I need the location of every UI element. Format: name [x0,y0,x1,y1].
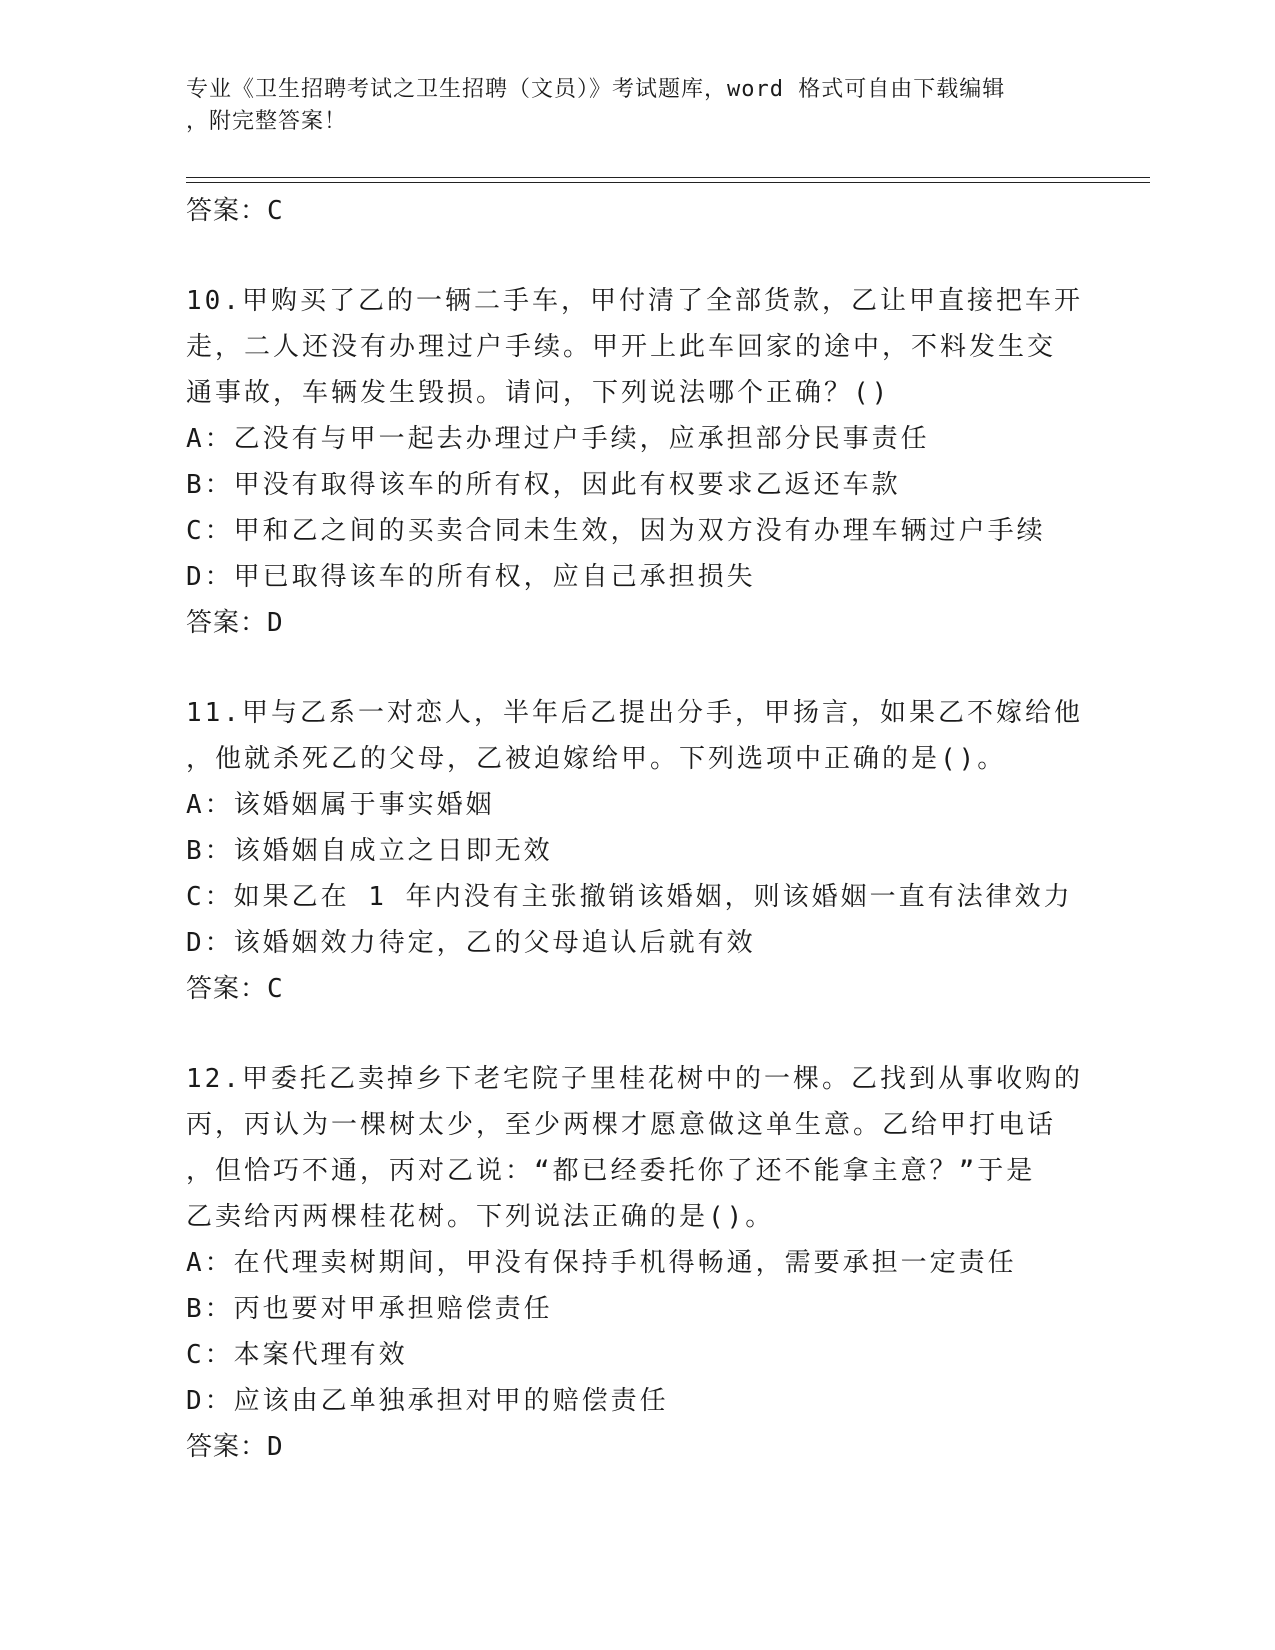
spacer [186,1012,1106,1056]
option-c: C：如果乙在 1 年内没有主张撤销该婚姻，则该婚姻一直有法律效力 [186,882,1073,912]
question-stem-line: 走，二人还没有办理过户手续。甲开上此车回家的途中，不料发生交 [186,332,1057,362]
header-divider-bottom [186,182,1150,183]
option-a: A：该婚姻属于事实婚姻 [186,790,495,820]
question-stem-line: 12.甲委托乙卖掉乡下老宅院子里桂花树中的一棵。乙找到从事收购的 [186,1064,1083,1094]
option-b: B：丙也要对甲承担赔偿责任 [186,1294,553,1324]
question-stem-line: 11.甲与乙系一对恋人，半年后乙提出分手，甲扬言，如果乙不嫁给他 [186,698,1083,728]
question-stem-line: 10.甲购买了乙的一辆二手车，甲付清了全部货款，乙让甲直接把车开 [186,286,1083,316]
header-line: ，附完整答案！ [186,109,348,134]
header-line: 专业《卫生招聘考试之卫生招聘（文员）》考试题库，word 格式可自由下载编辑 [186,77,1006,102]
option-d: D：甲已取得该车的所有权，应自己承担损失 [186,562,756,592]
question-stem-line: ，但恰巧不通，丙对乙说：“都已经委托你了还不能拿主意？”于是 [186,1156,1036,1186]
question-10 [186,278,1106,646]
spacer [186,646,1106,690]
question-stem-line: 乙卖给丙两棵桂花树。下列说法正确的是()。 [186,1202,775,1232]
question-12 [186,1056,1106,1470]
option-d: D：应该由乙单独承担对甲的赔偿责任 [186,1386,669,1416]
previous-answer: 答案：C [186,196,284,226]
option-d: D：该婚姻效力待定，乙的父母追认后就有效 [186,928,756,958]
option-c: C：甲和乙之间的买卖合同未生效，因为双方没有办理车辆过户手续 [186,516,1046,546]
document-header [186,74,1076,138]
question-list [186,188,1106,1470]
question-stem-line: 通事故，车辆发生毁损。请问，下列说法哪个正确？() [186,378,891,408]
header-divider-top [186,177,1150,178]
option-c: C：本案代理有效 [186,1340,408,1370]
answer: 答案：C [186,974,284,1004]
option-b: B：甲没有取得该车的所有权，因此有权要求乙返还车款 [186,470,901,500]
answer: 答案：D [186,608,284,638]
question-stem-line: 丙，丙认为一棵树太少，至少两棵才愿意做这单生意。乙给甲打电话 [186,1110,1057,1140]
question-stem-line: ，他就杀死乙的父母，乙被迫嫁给甲。下列选项中正确的是()。 [186,744,1007,774]
spacer [186,234,1106,278]
answer: 答案：D [186,1432,284,1462]
option-a: A：乙没有与甲一起去办理过户手续，应承担部分民事责任 [186,424,930,454]
option-a: A：在代理卖树期间，甲没有保持手机得畅通，需要承担一定责任 [186,1248,1017,1278]
question-11 [186,690,1106,1012]
option-b: B：该婚姻自成立之日即无效 [186,836,553,866]
